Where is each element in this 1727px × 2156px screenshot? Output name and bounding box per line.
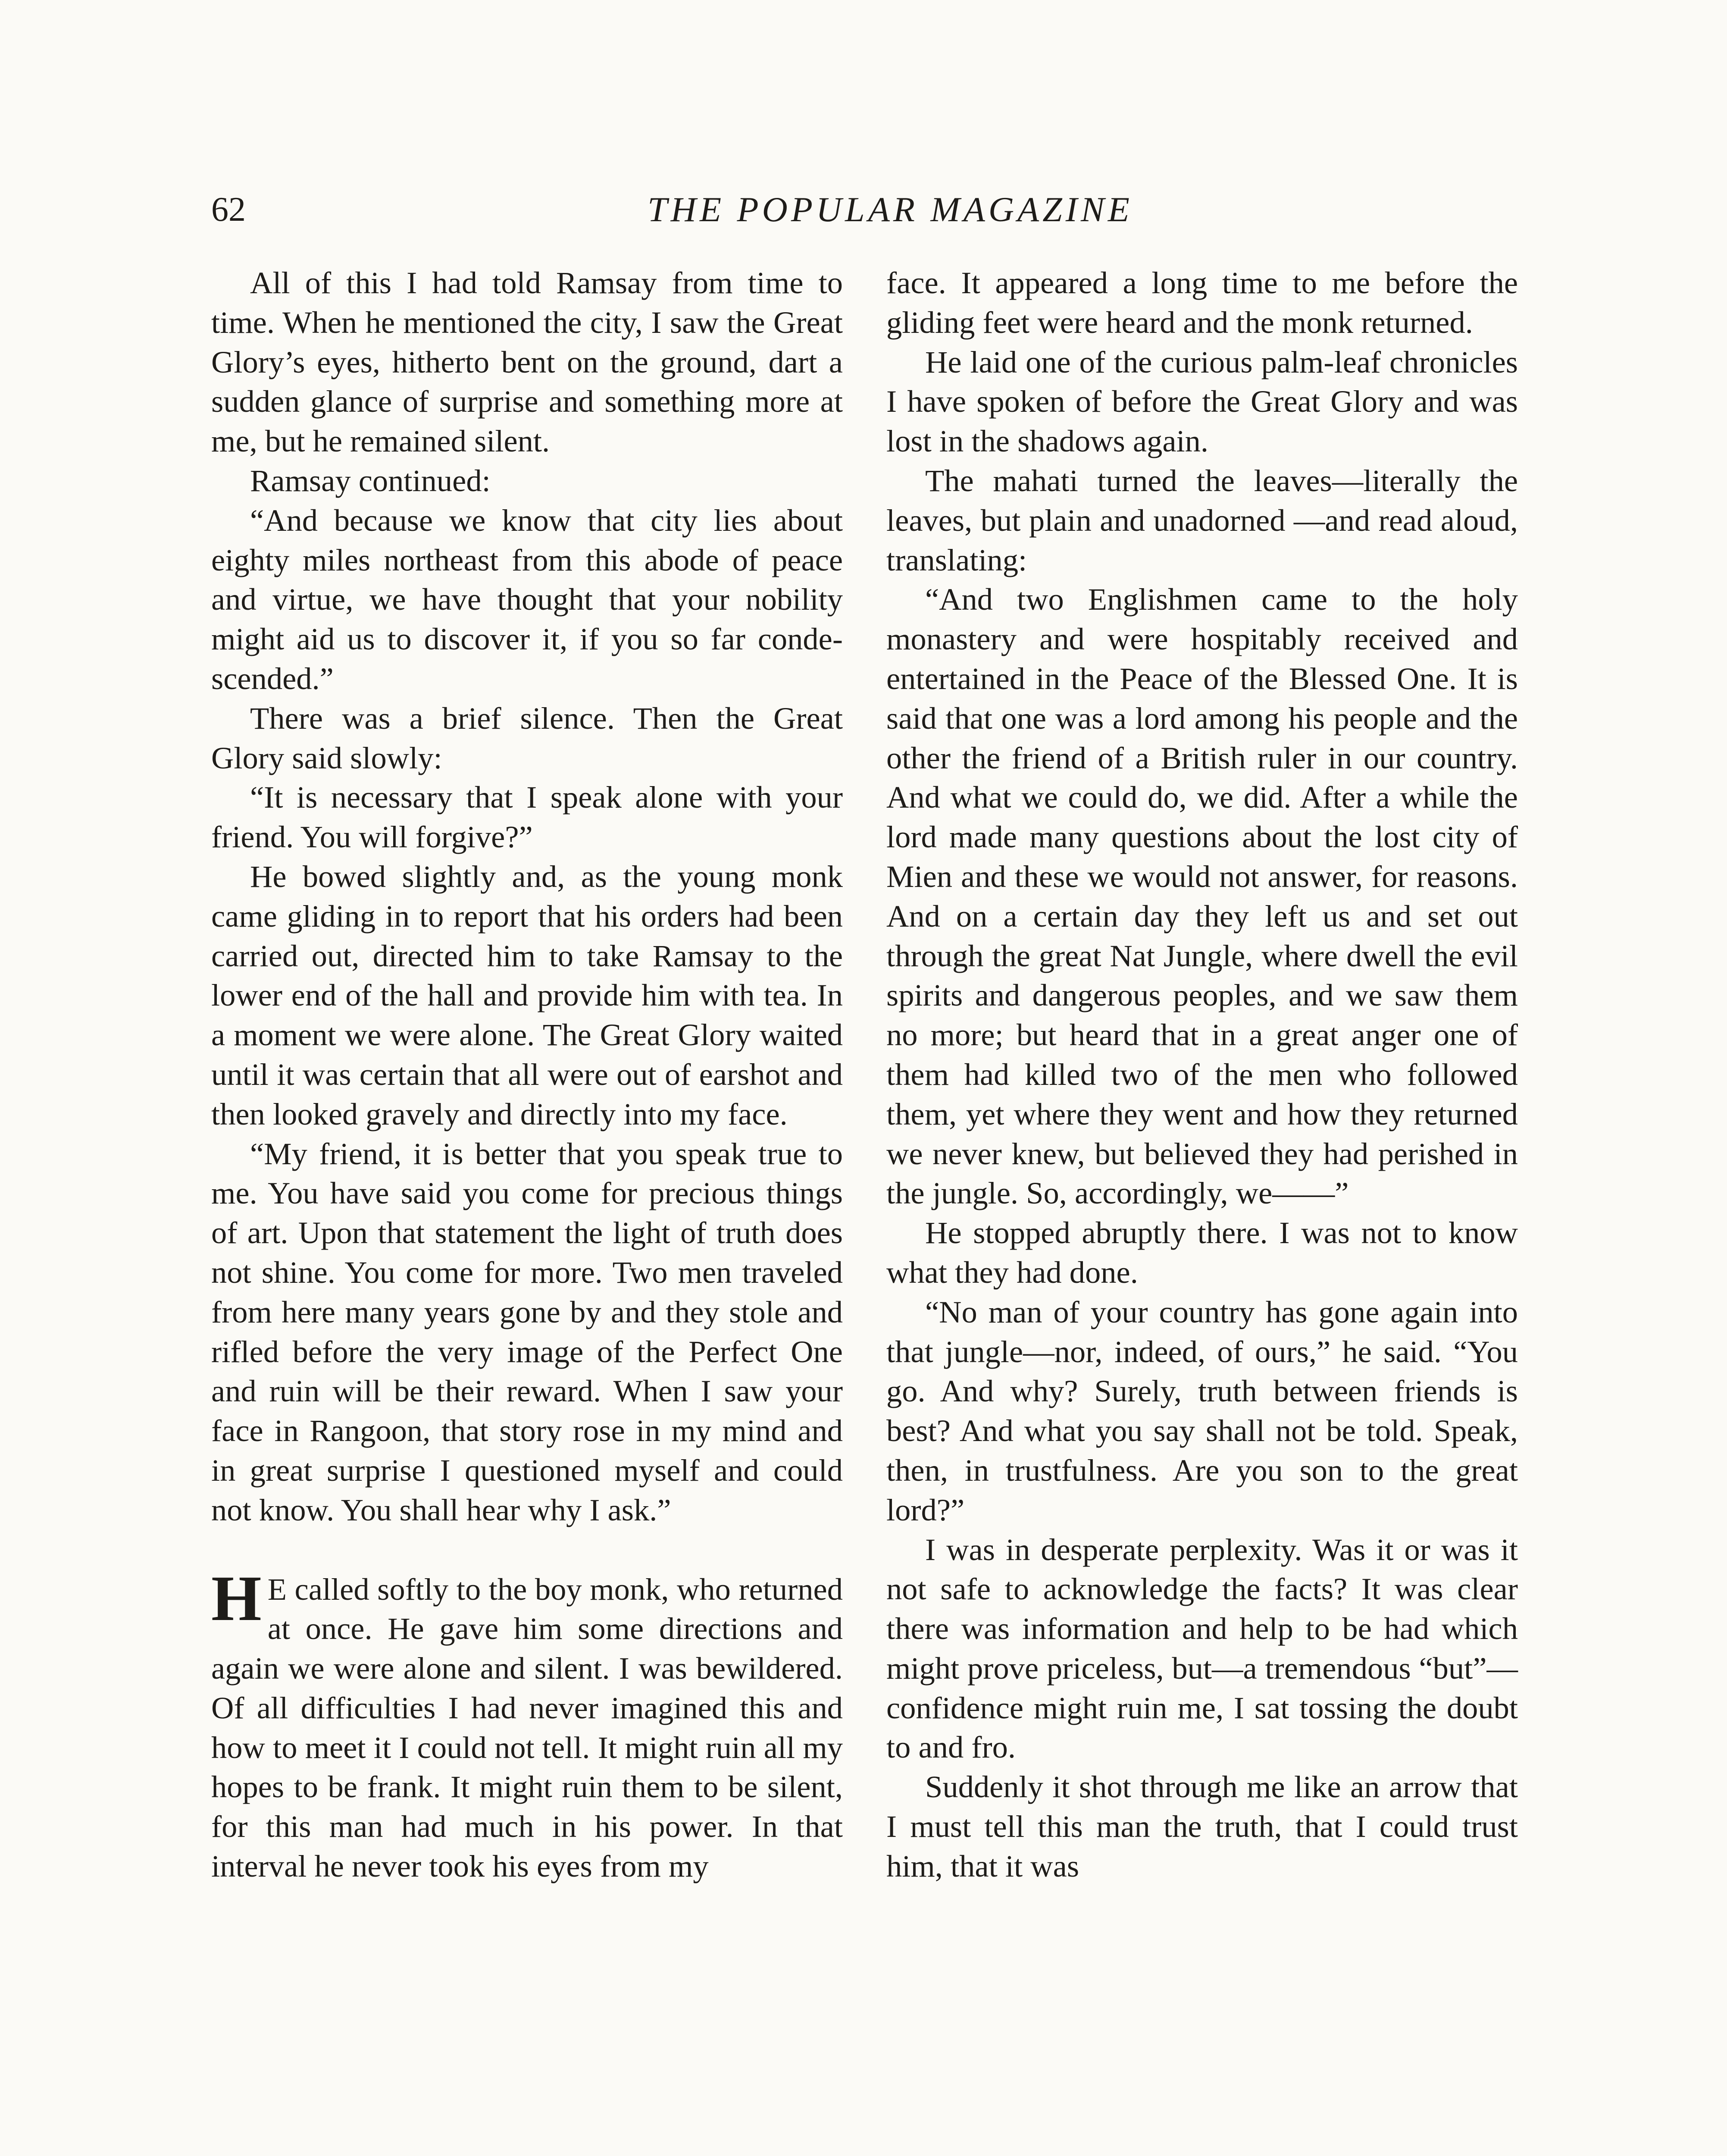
paragraph: face. It appeared a long time to me before the gliding feet were heard and the monk returned. — [886, 265, 1518, 340]
paragraph: I was in desperate perplexity. Was it or was it not safe to acknowledge the facts? It was clear there was information and help to be had which might prove priceless, but—a tremendous “but”—confidence might ruin me, I sat tossing the doubt to and fro. — [886, 1532, 1518, 1765]
paragraph: All of this I had told Ramsay from time to time. When he mentioned the city, I saw the Great Glory’s eyes, hitherto bent on the ground, dart a sudden glance of surprise and something more at me, but he remained silent. — [211, 265, 843, 459]
paragraph: Ramsay continued: — [250, 463, 491, 498]
paragraph: “And because we know that city lies about eighty miles northeast from this abode of peace and virtue, we have thought that your nobility might aid us to discover it, if you so far condescended.” — [211, 502, 843, 696]
paragraph: Suddenly it shot through me like an arrow that I must tell this man the truth, that I could trust him, that it was — [886, 1769, 1518, 1883]
paragraph: He bowed slightly and, as the young monk came gliding in to report that his orders had been carried out, directed him to take Ramsay to the lower end of the hall and provide him with tea. In a moment we were alone. The Great Glory waited until it was certain that all were out of earshot and then looked gravely and directly into my face. — [211, 859, 843, 1131]
paragraph-text: E called softly to the boy monk, who returned at once. He gave him some directions and again we were alone and silent. I was bewildered. Of all difficulties I had never imagined this and how to meet it I could not tell. It might ruin all my hopes to be frank. It might ruin them to be silent, for this man had much in his power. In that interval he never took his eyes from my — [211, 1571, 843, 1884]
right-column — [886, 263, 1518, 1886]
paragraph: He laid one of the curious palm-leaf chronicles I have spoken of before the Great Glory and was lost in the shadows again. — [886, 344, 1518, 459]
dropcap-paragraph — [211, 1562, 843, 1886]
left-column — [211, 263, 843, 1886]
paragraph: “No man of your country has gone again into that jungle—nor, indeed, of ours,” he said. “You go. And why? Surely, truth between friends is best? And what you say shall not be told. Speak, then, in trustfulness. Are you son to the great lord?” — [886, 1294, 1518, 1527]
paragraph: He stopped abruptly there. I was not to know what they had done. — [886, 1215, 1518, 1290]
page-header — [211, 184, 1569, 235]
drop-cap: H — [211, 1562, 262, 1634]
paragraph: The mahati turned the leaves—literally the leaves, but plain and unadorned —and read aloud, translating: — [886, 463, 1518, 577]
running-title: THE POPULAR MAGAZINE — [648, 190, 1133, 229]
section-break — [211, 1530, 843, 1570]
paragraph: “It is necessary that I speak alone with your friend. You will forgive?” — [211, 780, 843, 855]
paragraph: “And two Englishmen came to the holy monastery and were hospitably received and entertained in the Peace of the Blessed One. It is said that one was a lord among his people and the other the friend of a British ruler in our country. And what we could do, we did. After a while the lord made many questions about the lost city of Mien and these we would not answer, for reasons. And on a certain day they left us and set out through the great Nat Jungle, where dwell the evil spirits and dangerous peoples, and we saw them no more; but heard that in a great anger one of them had killed two of the men who followed them, yet where they went and how they returned we never knew, but believed they had perished in the jungle. So, accordingly, we——” — [886, 582, 1518, 1211]
page-number: 62 — [211, 191, 246, 229]
paragraph: “My friend, it is better that you speak true to me. You have said you come for precious things of art. Upon that statement the light of truth does not shine. You come for more. Two men traveled from here many years gone by and they stole and rifled before the very image of the Perfect One and ruin will be their reward. When I saw your face in Rangoon, that story rose in my mind and in great surprise I questioned myself and could not know. You shall hear why I ask.” — [211, 1136, 843, 1527]
paragraph: There was a brief silence. Then the Great Glory said slowly: — [211, 700, 843, 775]
